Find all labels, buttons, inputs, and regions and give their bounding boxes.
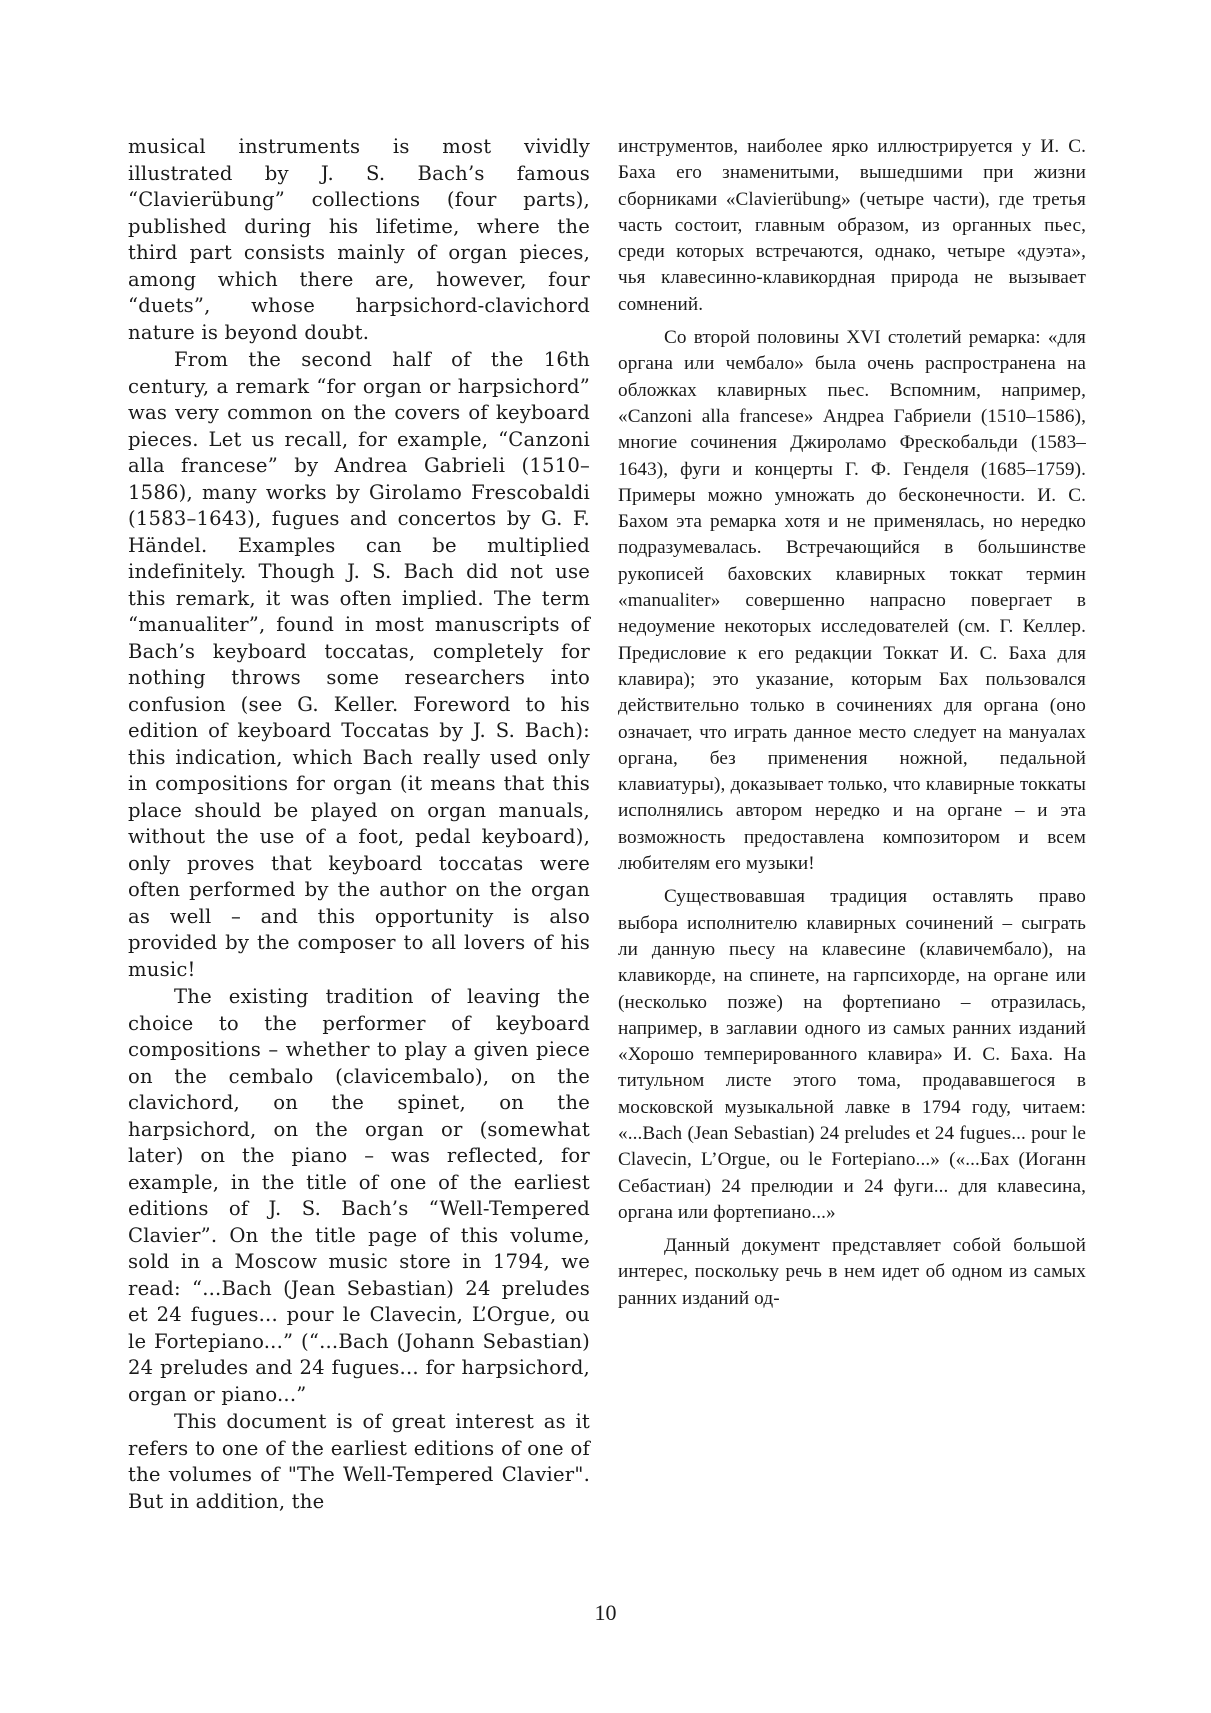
- russian-paragraph-2: Со второй половины XVI столетий ремарка: «для органа или чембало» была очень распространена на обложках клавирных пьес. Вспомним, например, «Canzoni alla francese» Андреа Габриели (1510–1586), многие сочинения Джироламо Фрескобальди (1583–1643), фуги и концерты Г. Ф. Генделя (1685–1759). Примеры можно умножать до бесконечности. И. С. Бахом эта ремарка хотя и не применялась, но нередко подразумевалась. Встречающийся в большинстве рукописей баховских клавирных токкат термин «manualiter» совершенно напрасно повергает в недоумение некоторых исследователей (см. Г. Келлер. Предисловие к его редакции Токкат И. С. Баха для клавира); это указание, которым Бах пользовался действительно только в сочинениях для органа (оно означает, что играть данное место следует на мануалах органа, без применения ножной, педальной клавиатуры), доказывает только, что клавирные токкаты исполнялись автором нередко и на органе – и эта возможность предоставлена композитором и всем любителям его музыки!: [618, 327, 1086, 875]
- english-paragraph-4: This document is of great interest as it refers to one of the earliest editions of one of the volumes of "The Well-Tempered Clavier". But in addition, the: [128, 1410, 590, 1513]
- russian-paragraph-3: Существовавшая традиция оставлять право выбора исполнителю клавирных сочинений – сыграть ли данную пьесу на клавесине (клавичембало), на клавикорде, на спинете, на гарпсихорде, на органе или (несколько позже) на фортепиано – отразилась, например, в заглавии одного из самых ранних изданий «Хорошо темперированного клавира» И. С. Баха. На титульном листе этого тома, продававшегося в московской музыкальной лавке в 1794 году, читаем: «...Bach (Jean Sebastian) 24 preludes et 24 fugues... pour le Clavecin, L’Orgue, ou le Fortepiano...» («...Бах (Иоганн Себастиан) 24 прелюдии и 24 фуги... для клавесина, органа или фортепиано...»: [618, 886, 1086, 1223]
- english-text-column: [128, 134, 590, 1515]
- russian-text-column: [618, 134, 1086, 1312]
- russian-paragraph-1: инструментов, наиболее ярко иллюстрируется у И. С. Баха его знаменитыми, вышедшими при жизни сборниками «Clavierübung» (четыре части), где третья часть состоит, главным образом, из органных пьес, среди которых встречаются, однако, четыре «дуэта», чья клавесинно-клавикордная природа не вызывает сомнений.: [618, 136, 1086, 315]
- english-paragraph-3: The existing tradition of leaving the choice to the performer of keyboard compositions – whether to play a given piece on the cembalo (clavicembalo), on the clavichord, on the spinet, on the harpsichord, on the organ or (somewhat later) on the piano – was reflected, for example, in the title of one of the earliest editions of J. S. Bach’s “Well-Tempered Clavier”. On the title page of this volume, sold in a Moscow music store in 1794, we read: “...Bach (Jean Sebastian) 24 preludes et 24 fugues... pour le Clavecin, L’Orgue, ou le Fortepiano...” (“...Bach (Johann Sebastian) 24 preludes and 24 fugues... for harpsichord, organ or piano...”: [128, 985, 590, 1406]
- english-paragraph-1: musical instruments is most vividly illustrated by J. S. Bach’s famous “Clavierübung” collections (four parts), published during his lifetime, where the third part consists mainly of organ pieces, among which there are, however, four “duets”, whose harpsichord-clavichord nature is beyond doubt.: [128, 135, 590, 344]
- russian-paragraph-4: Данный документ представляет собой большой интерес, поскольку речь в нем идет об одном из самых ранних изданий од-: [618, 1235, 1086, 1309]
- page-number: 10: [594, 1600, 617, 1625]
- english-paragraph-2: From the second half of the 16th century, a remark “for organ or harpsichord” was very common on the covers of keyboard pieces. Let us recall, for example, “Canzoni alla francese” by Andrea Gabrieli (1510–1586), many works by Girolamo Frescobaldi (1583–1643), fugues and concertos by G. F. Händel. Examples can be multiplied indefinitely. Though J. S. Bach did not use this remark, it was often implied. The term “manualiter”, found in most manuscripts of Bach’s keyboard toccatas, completely for nothing throws some researchers into confusion (see G. Keller. Foreword to his edition of keyboard Toccatas by J. S. Bach): this indication, which Bach really used only in compositions for organ (it means that this place should be played on organ manuals, without the use of a foot, pedal keyboard), only proves that keyboard toccatas were often performed by the author on the organ as well – and this opportunity is also provided by the composer to all lovers of his music!: [128, 348, 590, 981]
